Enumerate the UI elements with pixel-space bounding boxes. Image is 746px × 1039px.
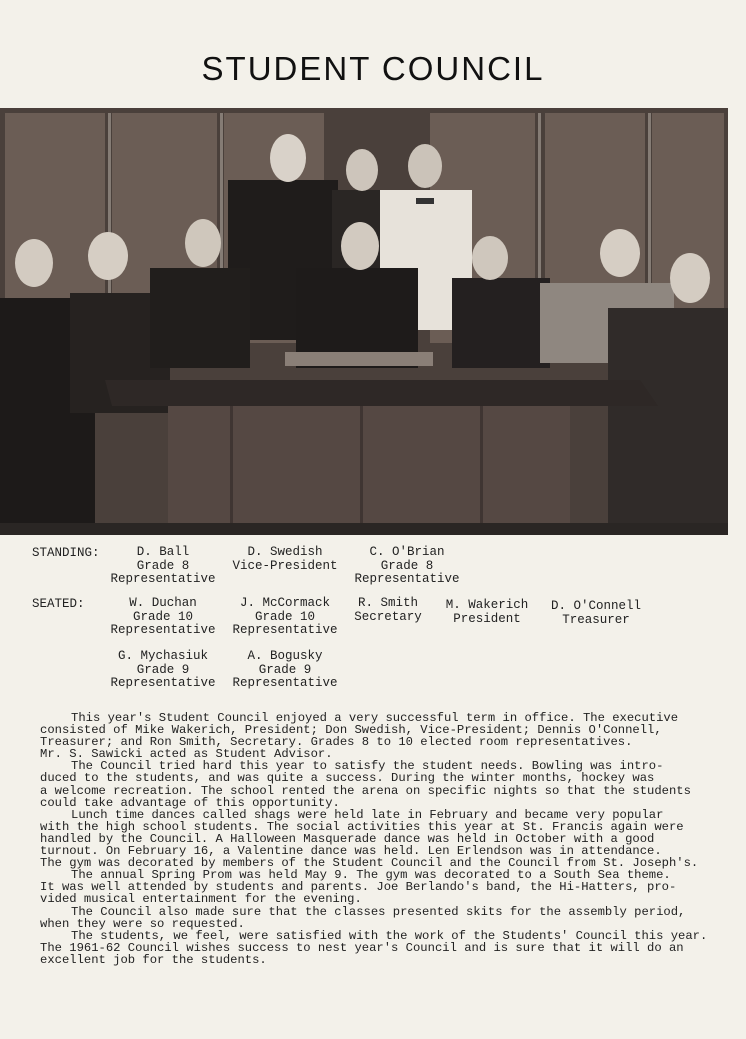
- caption-role: Representative: [354, 572, 460, 586]
- caption-name: D. O'Connell: [550, 599, 641, 613]
- article-line: The gym was decorated by members of the Student Council and the Council from St. Joseph's.: [40, 856, 699, 871]
- caption-grade: Grade 8: [136, 558, 190, 573]
- caption-grade: Grade 9: [136, 662, 190, 677]
- caption-role: Representative: [110, 623, 216, 637]
- caption-grade: Grade 10: [254, 609, 315, 624]
- article-line: turnout. On February 16, a Valentine dance was held. Len Erlendson was in attendance.: [40, 844, 662, 859]
- caption-j-mccormack: [230, 597, 340, 638]
- standing-label: STANDING:: [32, 546, 100, 560]
- caption-role: Treasurer: [562, 612, 630, 627]
- caption-name: C. O'Brian: [369, 545, 445, 559]
- caption-a-bogusky: [230, 650, 340, 691]
- caption-d-ball: [110, 546, 216, 587]
- article-line: The 1961-62 Council wishes success to nest year's Council and is sure that it will do an: [40, 940, 684, 955]
- caption-grade: Grade 9: [258, 662, 312, 677]
- caption-name: R. Smith: [357, 596, 418, 610]
- article-line: The students, we feel, were satisfied with the work of the Students' Council this year.: [71, 928, 708, 943]
- caption-role: Secretary: [354, 609, 422, 624]
- article-line: handled by the Council. A Halloween Masquerade dance was held in October with a good: [40, 831, 655, 846]
- caption-name: W. Duchan: [129, 596, 197, 610]
- article-body: [40, 711, 708, 967]
- article-line: when they were so requested.: [40, 916, 245, 931]
- caption-name: J. McCormack: [239, 596, 330, 610]
- article-line: a welcome recreation. The school rented the arena on specific nights so that the students: [40, 783, 691, 798]
- caption-c-obrian: [354, 546, 460, 587]
- caption-name: A. Bogusky: [247, 649, 323, 663]
- article-line: It was well attended by students and parents. Joe Berlando's band, the Hi-Hatters, pro-: [40, 880, 677, 895]
- caption-r-smith: [350, 597, 426, 624]
- article-line: with the high school students. The social activities this year at St. Francis again were: [40, 819, 684, 834]
- caption-m-wakerich: [437, 599, 537, 626]
- article-line: excellent job for the students.: [40, 952, 267, 967]
- caption-role: Vice-President: [232, 558, 338, 573]
- article-line: Lunch time dances called shags were held late in February and became very popular: [71, 807, 664, 822]
- article-line: Mr. S. Sawicki acted as Student Advisor.: [40, 747, 333, 762]
- caption-name: D. Swedish: [247, 545, 323, 559]
- caption-name: G. Mychasiuk: [117, 649, 208, 663]
- caption-w-duchan: [110, 597, 216, 638]
- article-line: Treasurer; and Ron Smith, Secretary. Grades 8 to 10 elected room representatives.: [40, 735, 633, 750]
- caption-role: Representative: [232, 676, 338, 690]
- caption-name: D. Ball: [136, 545, 190, 559]
- article-line: The annual Spring Prom was held May 9. The gym was decorated to a South Sea theme.: [71, 868, 671, 883]
- caption-d-swedish: [228, 546, 342, 573]
- article-line: could take advantage of this opportunity.: [40, 795, 340, 810]
- caption-g-mychasiuk: [110, 650, 216, 691]
- caption-grade: Grade 8: [380, 558, 434, 573]
- caption-grade: Grade 10: [132, 609, 193, 624]
- caption-role: Representative: [110, 572, 216, 586]
- group-photo: [0, 108, 728, 535]
- article-line: vided musical entertainment for the evening.: [40, 892, 362, 907]
- caption-name: M. Wakerich: [445, 598, 529, 612]
- article-line: The Council tried hard this year to satisfy the student needs. Bowling was intro-: [71, 759, 664, 774]
- page-title: STUDENT COUNCIL: [201, 50, 545, 87]
- article-line: The Council also made sure that the classes presented skits for the assembly period,: [71, 904, 686, 919]
- article-line: duced to the students, and was quite a success. During the winter months, hockey was: [40, 771, 655, 786]
- caption-role: Representative: [110, 676, 216, 690]
- caption-d-oconnell: [545, 600, 647, 627]
- caption-role: President: [453, 611, 521, 626]
- article-line: consisted of Mike Wakerich, President; Don Swedish, Vice-President; Dennis O'Connell,: [40, 723, 662, 738]
- article-line: This year's Student Council enjoyed a very successful term in office. The executive: [71, 711, 679, 725]
- seated-label: SEATED:: [32, 597, 85, 611]
- caption-role: Representative: [232, 623, 338, 637]
